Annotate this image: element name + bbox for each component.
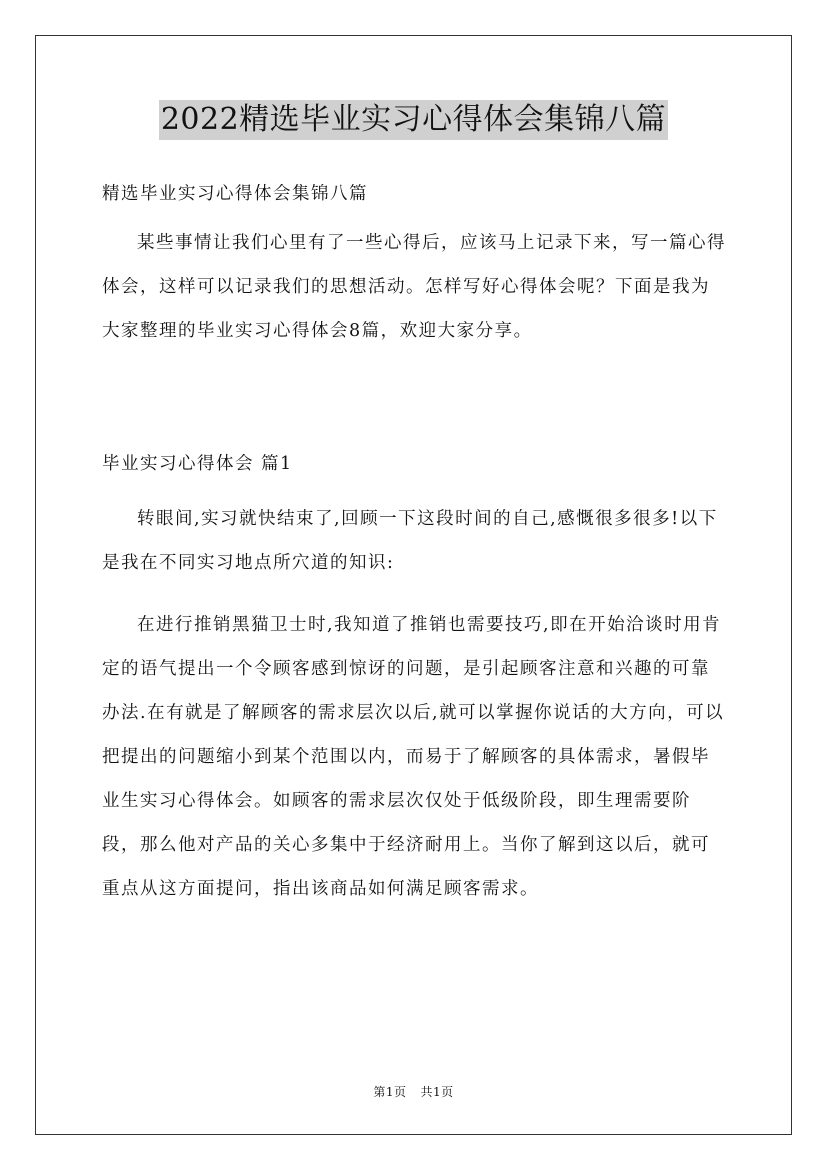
document-title-wrapper: [0, 100, 827, 140]
page-number: 第1页: [373, 1085, 407, 1099]
document-title: 2022精选毕业实习心得体会集锦八篇: [159, 100, 668, 140]
subheading: 精选毕业实习心得体会集锦八篇: [102, 184, 368, 204]
body-paragraph: 在进行推销黑猫卫士时,我知道了推销也需要技巧,即在开始洽谈时用肯定的语气提出一个令顾客感到惊讶的问题，是引起顾客注意和兴趣的可靠办法.在有就是了解顾客的需求层次以后,就可以掌握你说话的大方向，可以把提出的问题缩小到某个范围以内，而易于了解顾客的具体需求，暑假毕业生实习心得体会。如顾客的需求层次仅处于低级阶段，即生理需要阶段，那么他对产品的关心多集中于经济耐用上。当你了解到这以后，就可重点从这方面提问，指出该商品如何满足顾客需求。: [102, 615, 725, 899]
page-total: 共1页: [420, 1085, 454, 1099]
intro-paragraph: 某些事情让我们心里有了一些心得后，应该马上记录下来，写一篇心得体会，这样可以记录我们的思想活动。怎样写好心得体会呢？下面是我为大家整理的毕业实习心得体会8篇，欢迎大家分享。: [102, 233, 726, 341]
body-paragraph: 转眼间,实习就快结束了,回顾一下这段时间的自己,感慨很多很多!以下是我在不同实习地点所穴道的知识:: [102, 509, 718, 573]
page-footer: [0, 1083, 827, 1100]
section-heading: 毕业实习心得体会 篇1: [102, 454, 293, 474]
